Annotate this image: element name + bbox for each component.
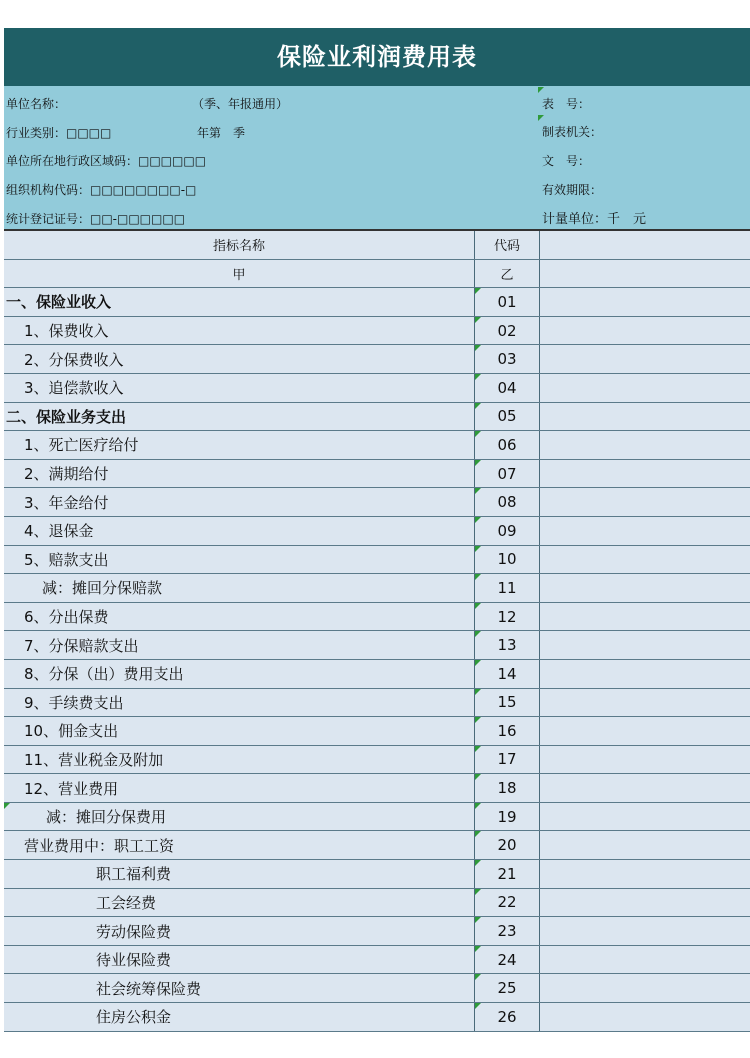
info-report-period: （季、年报通用）	[192, 97, 289, 111]
cell-note-marker	[475, 917, 481, 923]
table-row	[4, 402, 750, 431]
row-indicator-name	[4, 431, 475, 460]
row-indicator-name	[4, 774, 475, 803]
table-row	[4, 545, 750, 574]
table-subheader-row	[4, 259, 750, 288]
row-code: 12	[475, 602, 540, 631]
cell-note-marker	[475, 460, 481, 466]
row-indicator-name	[4, 516, 475, 545]
cell-note-marker	[475, 431, 481, 437]
row-value-cell[interactable]	[540, 802, 750, 831]
row-code: 17	[475, 745, 540, 774]
table-row	[4, 631, 750, 660]
table-row	[4, 945, 750, 974]
cell-note-marker	[475, 288, 481, 294]
table-row	[4, 745, 750, 774]
table-row	[4, 860, 750, 889]
row-indicator-name	[4, 659, 475, 688]
row-label: 7、分保赔款支出	[24, 636, 139, 655]
report-title: 保险业利润费用表	[4, 28, 750, 86]
row-value-cell[interactable]	[540, 574, 750, 603]
row-value-cell[interactable]	[540, 345, 750, 374]
row-value-cell[interactable]	[540, 288, 750, 317]
row-value-cell[interactable]	[540, 917, 750, 946]
row-label: 1、死亡医疗给付	[24, 436, 139, 455]
report-info-panel	[4, 86, 750, 231]
row-value-cell[interactable]	[540, 774, 750, 803]
row-label: 10、佣金支出	[24, 722, 119, 741]
row-label: 一、保险业收入	[6, 293, 112, 312]
cell-note-marker	[475, 574, 481, 580]
row-value-cell[interactable]	[540, 860, 750, 889]
cell-note-marker	[475, 546, 481, 552]
header-code: 代码	[475, 231, 540, 259]
row-indicator-name	[4, 831, 475, 860]
row-value-cell[interactable]	[540, 431, 750, 460]
row-code: 15	[475, 688, 540, 717]
row-code: 26	[475, 1003, 540, 1032]
row-label: 9、手续费支出	[24, 693, 124, 712]
row-indicator-name	[4, 459, 475, 488]
row-label: 二、保险业务支出	[6, 407, 127, 426]
table-row	[4, 888, 750, 917]
table-header-row	[4, 231, 750, 259]
header-indicator-name: 指标名称	[4, 231, 475, 259]
row-code: 25	[475, 974, 540, 1003]
row-value-cell[interactable]	[540, 745, 750, 774]
row-value-cell[interactable]	[540, 516, 750, 545]
row-code: 09	[475, 516, 540, 545]
row-label: 待业保险费	[96, 951, 172, 970]
row-code: 16	[475, 717, 540, 746]
row-code: 05	[475, 402, 540, 431]
row-code: 21	[475, 860, 540, 889]
row-label: 职工福利费	[96, 865, 172, 884]
report-sheet	[4, 28, 750, 1032]
row-code: 13	[475, 631, 540, 660]
row-code: 01	[475, 288, 540, 317]
row-code: 24	[475, 945, 540, 974]
row-indicator-name	[4, 888, 475, 917]
cell-note-marker	[475, 746, 481, 752]
row-indicator-name	[4, 545, 475, 574]
table-row	[4, 288, 750, 317]
row-value-cell[interactable]	[540, 545, 750, 574]
table-row	[4, 431, 750, 460]
table-row	[4, 602, 750, 631]
info-org-code: 组织机构代码：□□□□□□□□-□	[6, 183, 197, 197]
row-label: 8、分保（出）费用支出	[24, 665, 184, 684]
row-code: 22	[475, 888, 540, 917]
row-label: 营业费用中：职工工资	[24, 836, 175, 855]
row-label: 6、分出保费	[24, 608, 109, 627]
info-unit-name: 单位名称：	[6, 97, 67, 111]
table-row	[4, 831, 750, 860]
table-row	[4, 574, 750, 603]
table-row	[4, 373, 750, 402]
info-document-number: 文 号：	[542, 154, 591, 168]
table-row	[4, 802, 750, 831]
row-label: 住房公积金	[96, 1008, 172, 1027]
table-row	[4, 316, 750, 345]
row-indicator-name	[4, 745, 475, 774]
info-registration: 统计登记证号：□□-□□□□□□	[6, 212, 186, 226]
row-indicator-name	[4, 402, 475, 431]
cell-note-marker	[475, 831, 481, 837]
row-indicator-name	[4, 917, 475, 946]
subheader-value[interactable]	[540, 259, 750, 288]
cell-note-marker	[475, 517, 481, 523]
row-label: 工会经费	[96, 893, 157, 912]
table-row	[4, 488, 750, 517]
row-indicator-name	[4, 345, 475, 374]
cell-note-marker	[475, 717, 481, 723]
row-label: 4、退保金	[24, 522, 94, 541]
row-value-cell[interactable]	[540, 402, 750, 431]
cell-note-marker	[475, 974, 481, 980]
row-code: 06	[475, 431, 540, 460]
table-row	[4, 345, 750, 374]
cell-note-marker	[475, 603, 481, 609]
cell-note-marker	[475, 374, 481, 380]
row-label: 社会统筹保险费	[96, 979, 202, 998]
row-indicator-name	[4, 631, 475, 660]
row-indicator-name	[4, 488, 475, 517]
table-row	[4, 516, 750, 545]
row-code: 23	[475, 917, 540, 946]
cell-note-marker	[475, 1003, 481, 1009]
row-value-cell[interactable]	[540, 459, 750, 488]
row-indicator-name	[4, 316, 475, 345]
row-label: 12、营业费用	[24, 779, 119, 798]
row-code: 08	[475, 488, 540, 517]
row-label: 1、保费收入	[24, 322, 109, 341]
row-code: 10	[475, 545, 540, 574]
row-code: 14	[475, 659, 540, 688]
table-row	[4, 688, 750, 717]
row-indicator-name	[4, 688, 475, 717]
row-code: 11	[475, 574, 540, 603]
row-label: 2、满期给付	[24, 465, 109, 484]
table-row	[4, 974, 750, 1003]
row-code: 02	[475, 316, 540, 345]
info-form-number: 表 号：	[542, 97, 591, 111]
table-row	[4, 717, 750, 746]
row-value-cell[interactable]	[540, 945, 750, 974]
cell-note-marker	[475, 946, 481, 952]
row-label: 11、营业税金及附加	[24, 750, 164, 769]
row-value-cell[interactable]	[540, 373, 750, 402]
row-value-cell[interactable]	[540, 659, 750, 688]
row-value-cell[interactable]	[540, 631, 750, 660]
row-label: 3、追偿款收入	[24, 379, 124, 398]
cell-note-marker	[475, 488, 481, 494]
row-label: 5、赔款支出	[24, 550, 109, 569]
row-value-cell[interactable]	[540, 688, 750, 717]
info-issuer: 制表机关：	[542, 125, 603, 139]
row-indicator-name	[4, 373, 475, 402]
info-industry: 行业类别：□□□□	[6, 126, 112, 140]
table-row	[4, 774, 750, 803]
info-region-code: 单位所在地行政区域码：□□□□□□	[6, 154, 207, 168]
subheader-yi: 乙	[475, 259, 540, 288]
row-code: 03	[475, 345, 540, 374]
row-value-cell[interactable]	[540, 888, 750, 917]
row-value-cell[interactable]	[540, 974, 750, 1003]
cell-note-marker	[475, 860, 481, 866]
table-row	[4, 659, 750, 688]
row-indicator-name	[4, 1003, 475, 1032]
cell-note-marker	[475, 317, 481, 323]
cell-note-marker	[475, 660, 481, 666]
table-row	[4, 917, 750, 946]
row-label: 3、年金给付	[24, 493, 109, 512]
cell-note-marker	[475, 631, 481, 637]
cell-note-marker	[4, 803, 10, 809]
row-code: 19	[475, 802, 540, 831]
cell-note-marker	[475, 689, 481, 695]
info-quarter: 年第 季	[197, 126, 246, 140]
cell-note-marker	[475, 403, 481, 409]
row-indicator-name	[4, 717, 475, 746]
table-row	[4, 1003, 750, 1032]
row-label: 减：摊回分保费用	[46, 808, 167, 827]
row-indicator-name	[4, 288, 475, 317]
cell-note-marker	[475, 774, 481, 780]
table-row	[4, 459, 750, 488]
cell-note-marker	[475, 889, 481, 895]
row-value-cell[interactable]	[540, 1003, 750, 1032]
row-value-cell[interactable]	[540, 316, 750, 345]
cell-note-marker	[475, 803, 481, 809]
row-indicator-name	[4, 574, 475, 603]
row-label: 劳动保险费	[96, 922, 172, 941]
subheader-jia: 甲	[4, 259, 475, 288]
cell-note-marker	[475, 345, 481, 351]
row-value-cell[interactable]	[540, 602, 750, 631]
row-value-cell[interactable]	[540, 717, 750, 746]
row-code: 20	[475, 831, 540, 860]
row-indicator-name	[4, 945, 475, 974]
row-indicator-name	[4, 974, 475, 1003]
row-indicator-name	[4, 802, 475, 831]
row-code: 07	[475, 459, 540, 488]
row-code: 04	[475, 373, 540, 402]
row-code: 18	[475, 774, 540, 803]
row-label: 2、分保费收入	[24, 350, 124, 369]
row-value-cell[interactable]	[540, 831, 750, 860]
row-indicator-name	[4, 602, 475, 631]
info-validity: 有效期限：	[542, 183, 603, 197]
header-value[interactable]	[540, 231, 750, 259]
info-unit-of-measure: 计量单位：千 元	[542, 212, 647, 227]
row-label: 减：摊回分保赔款	[42, 579, 163, 598]
row-value-cell[interactable]	[540, 488, 750, 517]
profit-expense-table	[4, 231, 750, 1032]
row-indicator-name	[4, 860, 475, 889]
